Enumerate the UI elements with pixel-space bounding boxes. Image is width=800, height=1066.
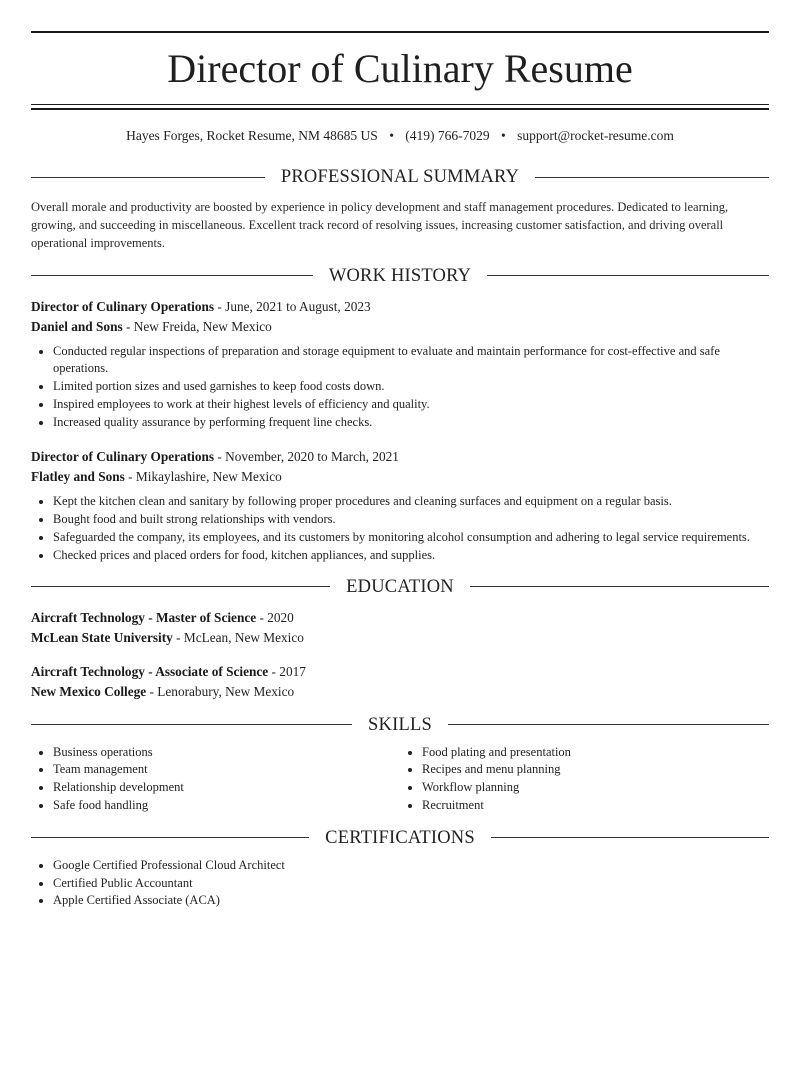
job-title: Director of Culinary Operations xyxy=(31,449,215,465)
education-degree: Aircraft Technology - Associate of Science xyxy=(31,663,269,679)
job-company-row xyxy=(31,467,769,487)
skills-list-right xyxy=(400,744,769,815)
contact-phone: (419) 766-7029 xyxy=(405,128,490,143)
job-location: - Mikaylashire, New Mexico xyxy=(124,469,282,485)
section-heading-summary xyxy=(31,166,769,188)
divider-line xyxy=(491,837,769,838)
list-item: • Workflow planning xyxy=(422,779,769,797)
list-item: • Conducted regular inspections of preparation and storage equipment to evaluate and maintain performance for cost-effective and safe operations. xyxy=(53,343,769,379)
list-item: • Apple Certified Associate (ACA) xyxy=(53,892,769,910)
education-year: - 2020 xyxy=(256,609,294,625)
job-entry xyxy=(31,297,769,432)
divider-line xyxy=(31,837,309,838)
education-degree: Aircraft Technology - Master of Science xyxy=(31,609,257,625)
list-item: • Business operations xyxy=(53,744,400,762)
list-item: • Recipes and menu planning xyxy=(422,761,769,779)
contact-info xyxy=(31,127,769,145)
section-title: EDUCATION xyxy=(346,576,454,597)
divider-line xyxy=(31,586,330,587)
certifications-list xyxy=(31,857,769,910)
education-location: - McLean, New Mexico xyxy=(172,629,304,645)
skills-columns xyxy=(31,744,769,815)
list-item: • Increased quality assurance by performing frequent line checks. xyxy=(53,414,769,432)
education-year: - 2017 xyxy=(268,663,306,679)
list-item: • Food plating and presentation xyxy=(422,744,769,762)
job-company-row xyxy=(31,317,769,337)
section-title: SKILLS xyxy=(368,714,432,735)
job-dates: - November, 2020 to March, 2021 xyxy=(214,449,399,465)
job-title-row xyxy=(31,297,769,317)
divider-line xyxy=(31,275,313,276)
divider-line xyxy=(31,177,265,178)
education-entry xyxy=(31,608,769,648)
summary-text: Overall morale and productivity are boosted by experience in policy development and staff management procedures. Dedicated to learning, growing, and succeeding in miscellaneous. Excellent track record of resolving issues, increasing customer satisfaction, and driving overall operational improvements. xyxy=(31,200,729,250)
job-company: Daniel and Sons xyxy=(31,318,123,334)
divider-line xyxy=(470,586,769,587)
divider-line xyxy=(535,177,769,178)
section-title: WORK HISTORY xyxy=(328,265,472,286)
contact-address: Hayes Forges, Rocket Resume, NM 48685 US xyxy=(126,128,378,143)
job-title: Director of Culinary Operations xyxy=(31,298,215,314)
section-heading-work-history xyxy=(31,265,769,287)
education-entry xyxy=(31,662,769,702)
section-heading-skills xyxy=(31,714,769,736)
list-item: • Google Certified Professional Cloud Architect xyxy=(53,857,769,875)
education-school: New Mexico College xyxy=(31,683,147,699)
header-double-divider xyxy=(31,104,769,110)
divider-line xyxy=(448,724,769,725)
job-location: - New Freida, New Mexico xyxy=(122,318,272,334)
divider-line xyxy=(487,275,769,276)
list-item: • Team management xyxy=(53,761,400,779)
list-item: • Bought food and built strong relationships with vendors. xyxy=(53,511,769,529)
list-item: • Kept the kitchen clean and sanitary by following proper procedures and cleaning surfaces and equipment on a regular basis. xyxy=(53,493,769,511)
job-entry xyxy=(31,447,769,564)
list-item: • Limited portion sizes and used garnishes to keep food costs down. xyxy=(53,378,769,396)
bullet-separator: • xyxy=(501,128,506,143)
job-bullets xyxy=(31,493,769,564)
skills-list-left xyxy=(31,744,400,815)
job-bullets xyxy=(31,343,769,432)
bullet-separator: • xyxy=(389,128,394,143)
list-item: • Safe food handling xyxy=(53,797,400,815)
contact-email[interactable]: support@rocket-resume.com xyxy=(517,128,674,143)
divider-line xyxy=(31,724,352,725)
job-dates: - June, 2021 to August, 2023 xyxy=(214,298,371,314)
resume-page xyxy=(0,31,800,910)
education-location: - Lenorabury, New Mexico xyxy=(146,683,295,699)
job-company: Flatley and Sons xyxy=(31,469,125,485)
top-divider xyxy=(31,31,769,33)
job-title-row xyxy=(31,447,769,467)
list-item: • Certified Public Accountant xyxy=(53,875,769,893)
list-item: • Relationship development xyxy=(53,779,400,797)
list-item: • Recruitment xyxy=(422,797,769,815)
section-heading-certifications xyxy=(31,827,769,849)
list-item: • Checked prices and placed orders for food, kitchen appliances, and supplies. xyxy=(53,547,769,565)
education-school: McLean State University xyxy=(31,629,173,645)
section-title: PROFESSIONAL SUMMARY xyxy=(280,167,520,187)
resume-title: Director of Culinary Resume xyxy=(167,46,633,91)
list-item: • Inspired employees to work at their highest levels of efficiency and quality. xyxy=(53,396,769,414)
section-title: CERTIFICATIONS xyxy=(325,827,475,848)
list-item: • Safeguarded the company, its employees, and its customers by monitoring alcohol consumption and adhering to legal service requirements. xyxy=(53,529,769,547)
section-heading-education xyxy=(31,576,769,598)
